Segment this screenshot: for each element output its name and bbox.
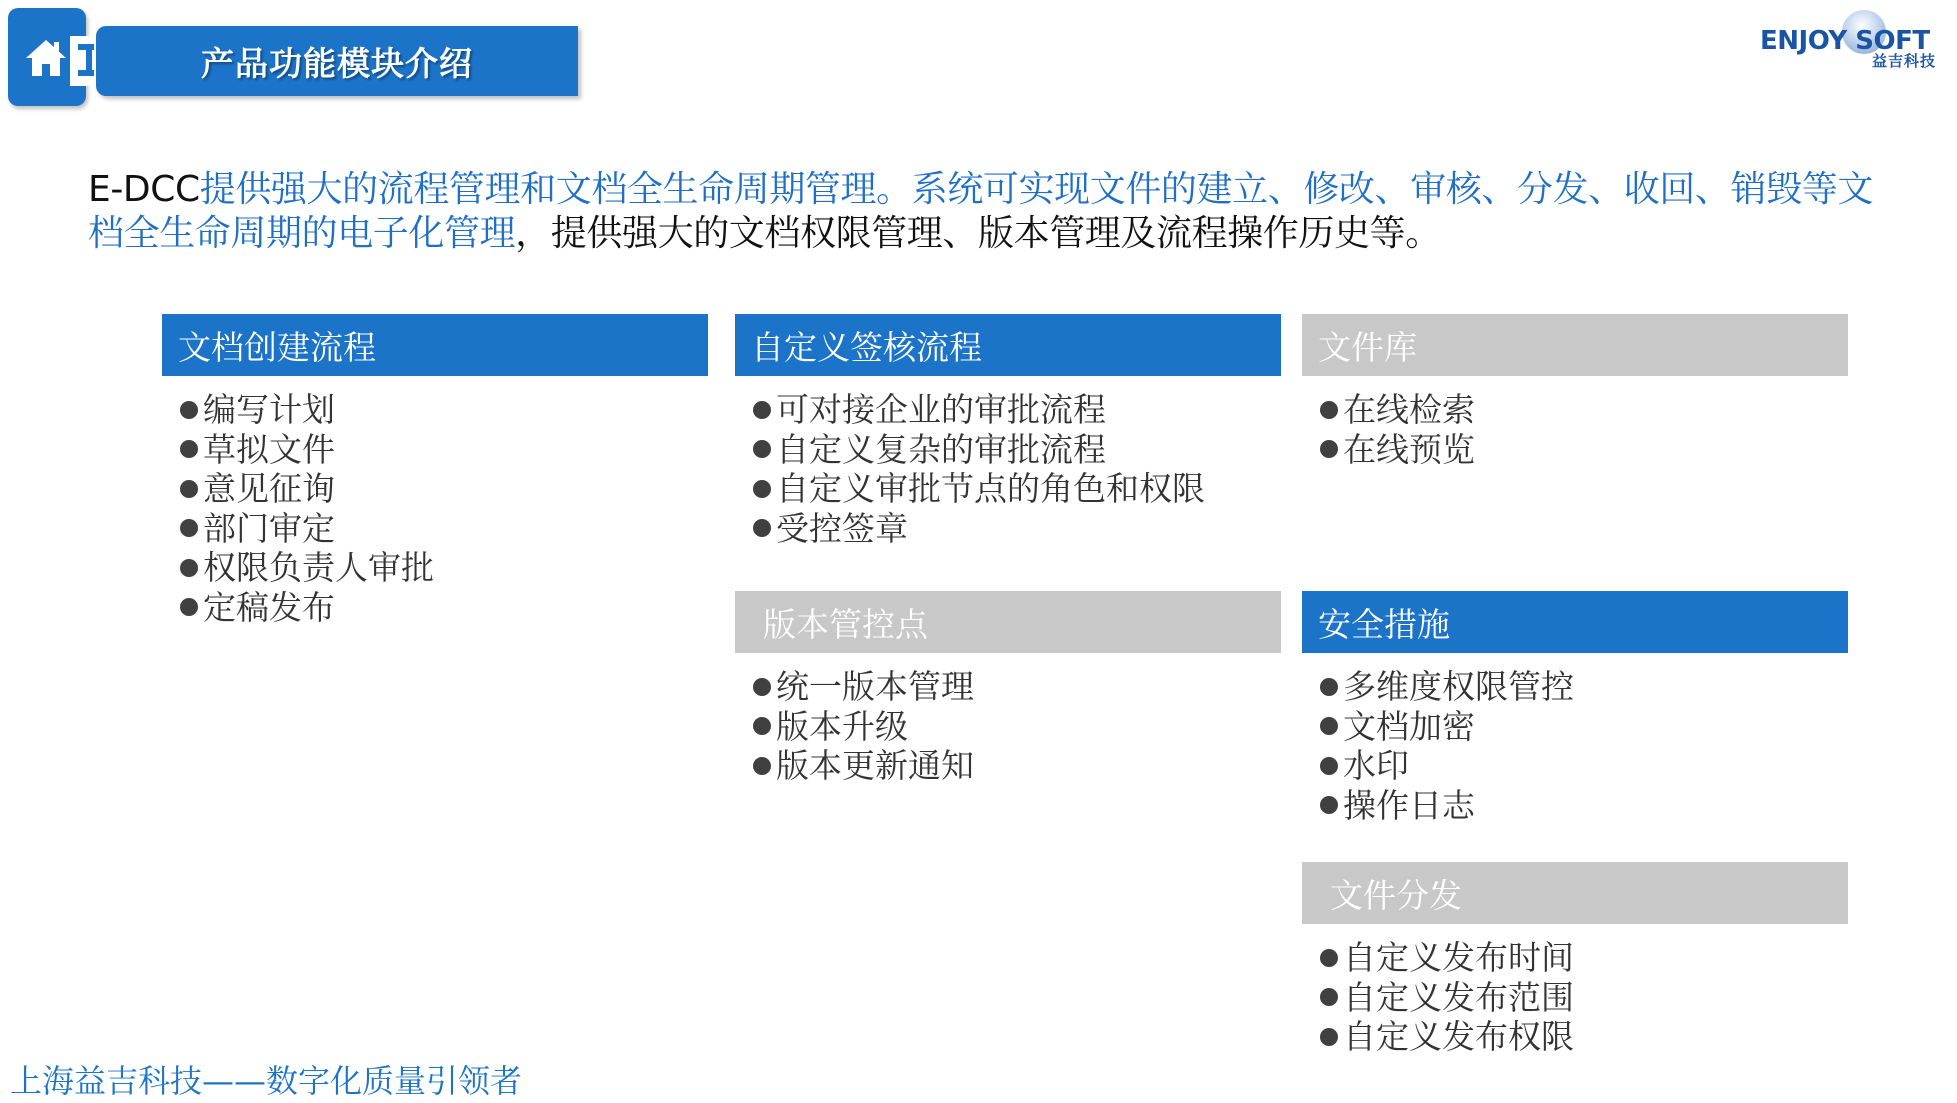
module-header: 安全措施 [1302,591,1848,653]
bullet-icon [1320,1028,1338,1046]
module-doc-creation [162,314,708,627]
bullet-icon [753,678,771,696]
module-version-control [735,591,1281,786]
bullet-icon [180,440,198,458]
module-security [1302,591,1848,825]
module-header: 文件库 [1302,314,1848,376]
module-header: 文件分发 [1302,862,1848,924]
list-item: 自定义发布范围 [1320,978,1848,1018]
home-icon [24,38,68,78]
list-item: 版本升级 [753,707,1281,747]
bullet-icon [1320,949,1338,967]
list-item: 编写计划 [180,390,708,430]
list-item: 意见征询 [180,469,708,509]
bullet-icon [1320,757,1338,775]
module-file-library [1302,314,1848,469]
bullet-icon [753,480,771,498]
bullet-icon [753,519,771,537]
list-item: 草拟文件 [180,430,708,470]
bullet-icon [1320,401,1338,419]
list-item: 统一版本管理 [753,667,1281,707]
logo-main-text: ENJOY SOFT [1760,26,1930,56]
page-title: 产品功能模块介绍 [201,43,473,83]
bullet-icon [1320,440,1338,458]
bullet-icon [753,717,771,735]
module-item-list [1302,653,1848,825]
bullet-icon [180,519,198,537]
list-item: 自定义发布时间 [1320,938,1848,978]
list-item: 受控签章 [753,509,1281,549]
list-item: 水印 [1320,746,1848,786]
list-item: 可对接企业的审批流程 [753,390,1281,430]
module-custom-approval [735,314,1281,548]
bullet-icon [753,401,771,419]
intro-tail: ，提供强大的文档权限管理、版本管理及流程操作历史等。 [515,213,1441,254]
bullet-icon [180,480,198,498]
bullet-icon [1320,678,1338,696]
list-item: 自定义复杂的审批流程 [753,430,1281,470]
bullet-icon [180,401,198,419]
list-item: 自定义审批节点的角色和权限 [753,469,1281,509]
list-item: 在线检索 [1320,390,1848,430]
page-title-bar [96,26,578,96]
intro-paragraph [88,168,1888,256]
list-item: 多维度权限管控 [1320,667,1848,707]
bullet-icon [1320,796,1338,814]
module-item-list [1302,376,1848,469]
company-logo [1760,4,1950,74]
footer-slogan: 上海益吉科技——数字化质量引领者 [10,1062,523,1100]
module-item-list [162,376,708,627]
bullet-icon [753,757,771,775]
bullet-icon [180,559,198,577]
module-item-list [735,653,1281,786]
list-item: 定稿发布 [180,588,708,628]
intro-highlight: 提供强大的流程管理和文档全生命周期管理。系统可实现文件的建立、修改、审核、分发、收回、销毁等文档全生命周期的电子化管理 [88,169,1873,254]
list-item: 在线预览 [1320,430,1848,470]
module-file-distribution [1302,862,1848,1057]
list-item: 权限负责人审批 [180,548,708,588]
logo-sub-text: 益吉科技 [1872,52,1937,70]
list-item: 文档加密 [1320,707,1848,747]
list-item: 版本更新通知 [753,746,1281,786]
module-item-list [1302,924,1848,1057]
bullet-icon [180,598,198,616]
module-header: 文档创建流程 [162,314,708,376]
bullet-icon [1320,988,1338,1006]
list-item: 部门审定 [180,509,708,549]
list-item: 自定义发布权限 [1320,1017,1848,1057]
bullet-icon [753,440,771,458]
module-item-list [735,376,1281,548]
intro-product-name: E-DCC [88,169,200,210]
module-header: 自定义签核流程 [735,314,1281,376]
list-item: 操作日志 [1320,786,1848,826]
bullet-icon [1320,717,1338,735]
module-header: 版本管控点 [735,591,1281,653]
